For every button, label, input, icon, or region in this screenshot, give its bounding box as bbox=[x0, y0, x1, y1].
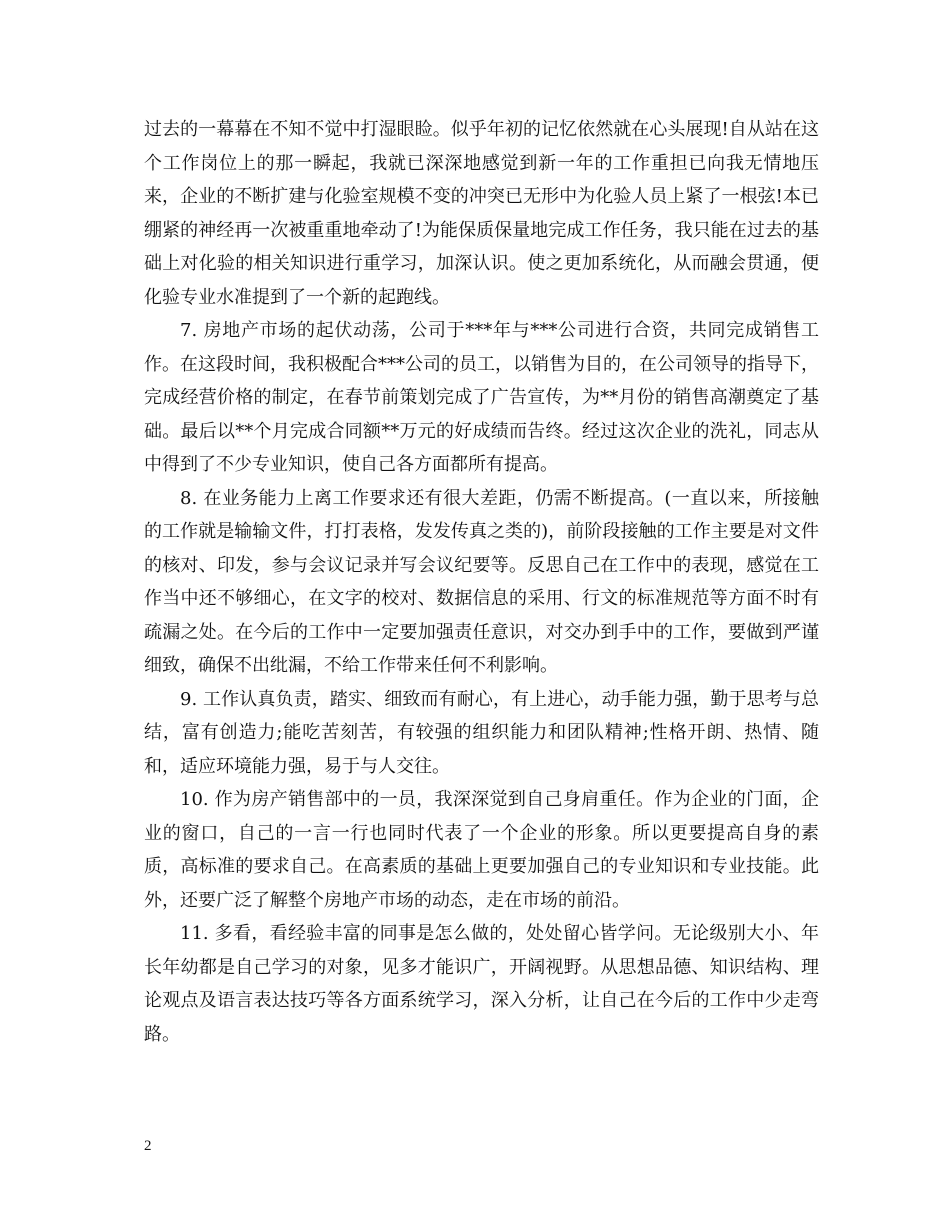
document-body bbox=[144, 113, 819, 1051]
paragraph-item-10: 10. 作为房产销售部中的一员，我深深觉到自己身肩重任。作为企业的门面，企业的窗口，自己的一言一行也同时代表了一个企业的形象。所以更要提高自身的素质，高标准的要求自己。在高素质的基础上更要加强自己的专业知识和专业技能。此外，还要广泛了解整个房地产市场的动态，走在市场的前沿。 bbox=[144, 789, 819, 911]
paragraph-item-7: 7. 房地产市场的起伏动荡，公司于***年与***公司进行合资，共同完成销售工作。在这段时间，我积极配合***公司的员工，以销售为目的，在公司领导的指导下，完成经营价格的制定，在春节前策划完成了广告宣传，为**月份的销售高潮奠定了基础。最后以**个月完成合同额**万元的好成绩而告终。经过这次企业的洗礼，同志从中得到了不少专业知识，使自己各方面都所有提高。 bbox=[144, 320, 819, 475]
paragraph-item-11: 11. 多看，看经验丰富的同事是怎么做的，处处留心皆学问。无论级别大小、年长年幼都是自己学习的对象，见多才能识广，开阔视野。从思想品德、知识结构、理论观点及语言表达技巧等各方面系统学习，深入分析，让自己在今后的工作中少走弯路。 bbox=[144, 923, 819, 1045]
page-number: 2 bbox=[144, 1138, 152, 1154]
paragraph-item-8: 8. 在业务能力上离工作要求还有很大差距，仍需不断提高。(一直以来，所接触的工作就是输输文件，打打表格，发发传真之类的)，前阶段接触的工作主要是对文件的核对、印发，参与会议记录并写会议纪要等。反思自己在工作中的表现，感觉在工作当中还不够细心，在文字的校对、数据信息的采用、行文的标准规范等方面不时有疏漏之处。在今后的工作中一定要加强责任意识，对交办到手中的工作，要做到严谨细致，确保不出纰漏，不给工作带来任何不利影响。 bbox=[144, 487, 819, 676]
paragraph-item-9: 9. 工作认真负责，踏实、细致而有耐心，有上进心，动手能力强，勤于思考与总结，富有创造力;能吃苦刻苦，有较强的组织能力和团队精神;性格开朗、热情、随和，适应环境能力强，易于与人交往。 bbox=[144, 688, 819, 777]
paragraph-continuation: 过去的一幕幕在不知不觉中打湿眼睑。似乎年初的记忆依然就在心头展现!自从站在这个工作岗位上的那一瞬起，我就已深深地感觉到新一年的工作重担已向我无情地压来，企业的不断扩建与化验室规模不变的冲突已无形中为化验人员上紧了一根弦!本已绷紧的神经再一次被重重地牵动了!为能保质保量地完成工作任务，我只能在过去的基础上对化验的相关知识进行重学习，加深认识。使之更加系统化，从而融会贯通，便化验专业水准提到了一个新的起跑线。 bbox=[144, 119, 819, 308]
